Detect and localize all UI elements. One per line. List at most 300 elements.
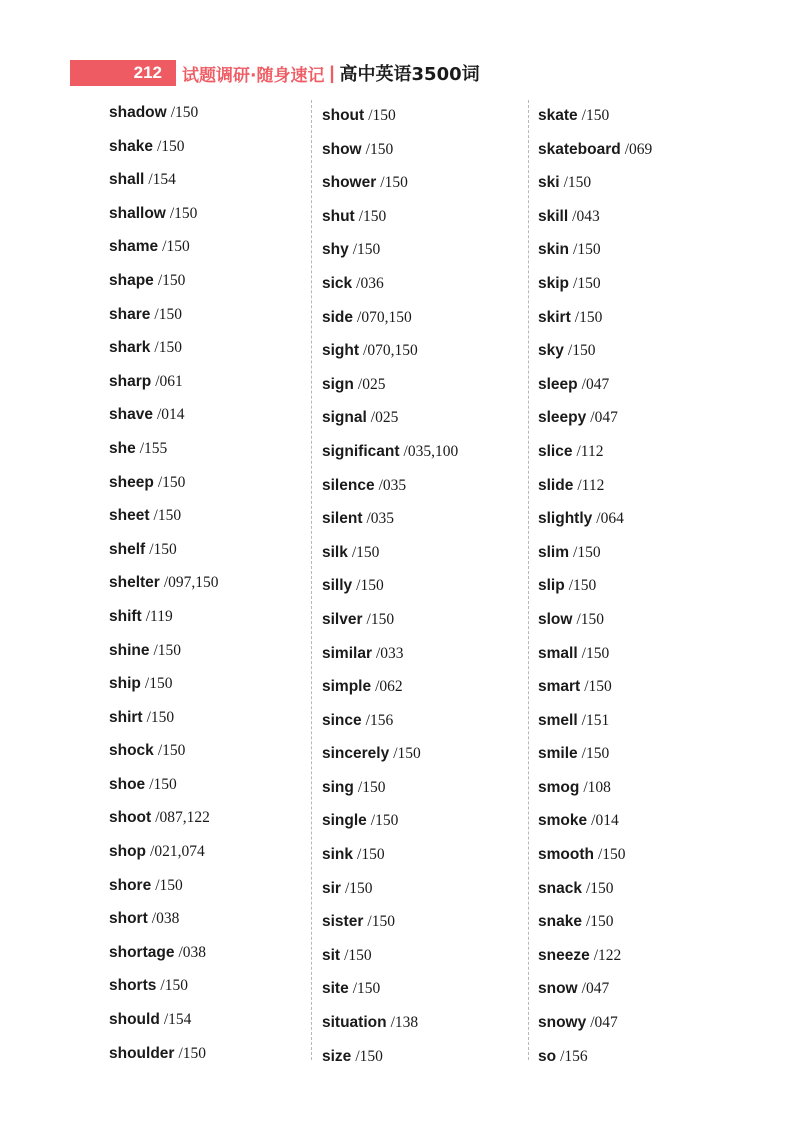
word-text: skateboard: [538, 140, 621, 158]
slash-separator: /: [366, 610, 371, 628]
word-entry: [109, 201, 309, 235]
slash-separator: /: [157, 473, 163, 491]
slash-separator: /: [560, 1047, 565, 1065]
word-text: she: [109, 439, 136, 457]
slash-separator: /: [568, 577, 574, 595]
slash-separator: /: [581, 711, 586, 729]
word-text: skirt: [538, 308, 571, 326]
page-reference: 150: [577, 241, 601, 259]
word-entry: [322, 305, 522, 339]
page-reference: 150: [357, 980, 381, 998]
slash-separator: /: [356, 577, 361, 595]
slash-separator: /: [149, 775, 154, 793]
word-text: shop: [109, 843, 147, 861]
slash-separator: /: [585, 879, 591, 897]
slash-separator: /: [567, 342, 573, 360]
slash-separator: /: [155, 372, 160, 390]
word-entry: [322, 607, 522, 641]
slash-separator: /: [378, 476, 383, 494]
word-text: significant: [322, 442, 400, 460]
slash-separator: /: [573, 241, 578, 259]
word-entry: [322, 473, 522, 507]
slash-separator: /: [581, 107, 586, 124]
slash-separator: /: [153, 641, 158, 659]
word-entry: [109, 671, 309, 705]
word-text: shall: [109, 171, 145, 189]
word-entry: [109, 402, 309, 436]
word-text: sky: [538, 342, 564, 360]
word-entry: [109, 738, 309, 772]
slash-separator: /: [358, 207, 364, 225]
slash-separator: /: [593, 946, 599, 964]
slash-separator: /: [375, 644, 381, 662]
page-reference: 097,150: [168, 574, 219, 592]
word-entry: [322, 842, 522, 876]
word-text: shoot: [109, 809, 152, 827]
word-text: shirt: [109, 708, 143, 726]
page-reference: 119: [150, 607, 173, 625]
page-reference: 150: [182, 1044, 207, 1062]
word-entry: [322, 976, 522, 1010]
word-text: shift: [109, 607, 142, 625]
word-entry: [109, 805, 309, 839]
word-entry: [322, 1010, 522, 1044]
page-reference: 156: [369, 711, 394, 729]
slash-separator: /: [583, 778, 588, 796]
word-text: since: [322, 711, 362, 729]
word-text: size: [322, 1047, 352, 1065]
word-entry: [109, 873, 309, 907]
slash-separator: /: [367, 913, 372, 931]
word-text: shout: [322, 107, 365, 124]
page-reference: 150: [585, 745, 610, 763]
word-text: shark: [109, 339, 151, 357]
word-entry: [109, 1007, 309, 1041]
slash-separator: /: [155, 809, 160, 827]
word-entry: [538, 372, 738, 406]
page-reference: 150: [585, 107, 610, 124]
page-reference: 150: [357, 241, 381, 259]
page-reference: 150: [162, 742, 186, 760]
slash-separator: /: [590, 409, 595, 427]
word-entry: [538, 674, 738, 708]
slash-separator: /: [157, 742, 163, 760]
word-entry: [538, 1044, 738, 1078]
word-text: sink: [322, 846, 354, 864]
word-text: snow: [538, 980, 578, 998]
word-entry: [109, 973, 309, 1007]
word-text: shy: [322, 241, 349, 259]
page-reference: 150: [602, 846, 626, 864]
word-text: skate: [538, 107, 578, 124]
page-reference: 025: [362, 375, 386, 393]
slash-separator: /: [163, 1011, 169, 1029]
word-entry: [109, 906, 309, 940]
page-reference: 150: [356, 543, 380, 561]
page-reference: 108: [587, 778, 611, 796]
word-text: shave: [109, 406, 153, 424]
slash-separator: /: [577, 476, 582, 494]
slash-separator: /: [574, 308, 580, 326]
page-reference: 122: [598, 946, 622, 964]
page-reference: 112: [580, 442, 604, 460]
word-text: shock: [109, 742, 154, 760]
slash-separator: /: [370, 409, 376, 427]
word-column-2: [322, 103, 522, 1077]
page-reference: 061: [159, 372, 183, 390]
slash-separator: /: [162, 238, 167, 256]
slash-separator: /: [581, 644, 586, 662]
slash-separator: /: [357, 308, 362, 326]
word-text: sleep: [538, 375, 578, 393]
word-entry: [322, 708, 522, 742]
word-text: shame: [109, 238, 159, 256]
slash-separator: /: [357, 846, 362, 864]
word-text: shake: [109, 137, 153, 155]
word-text: shallow: [109, 204, 166, 222]
word-text: shine: [109, 641, 150, 659]
word-text: silk: [322, 543, 348, 561]
word-entry: [538, 876, 738, 910]
word-text: skip: [538, 274, 570, 292]
page-reference: 038: [182, 943, 207, 961]
word-entry: [322, 271, 522, 305]
page-reference: 150: [369, 140, 394, 158]
page-reference: 087,122: [159, 809, 210, 827]
slash-separator: /: [344, 879, 350, 897]
word-text: slip: [538, 577, 565, 595]
word-entry: [538, 506, 738, 540]
word-text: should: [109, 1011, 160, 1029]
slash-separator: /: [366, 510, 371, 528]
header-separator: |: [329, 62, 335, 83]
slash-separator: /: [148, 171, 153, 189]
word-text: sharp: [109, 372, 152, 390]
word-text: sing: [322, 778, 354, 796]
page-reference: 150: [573, 577, 597, 595]
slash-separator: /: [351, 543, 357, 561]
word-text: shower: [322, 174, 377, 192]
word-entry: [538, 808, 738, 842]
word-entry: [538, 607, 738, 641]
word-text: sir: [322, 879, 341, 897]
slash-separator: /: [355, 1047, 360, 1065]
slash-separator: /: [576, 610, 581, 628]
slash-separator: /: [624, 140, 630, 158]
word-text: signal: [322, 409, 367, 427]
word-text: slightly: [538, 510, 593, 528]
page-reference: 033: [380, 644, 404, 662]
page-reference: 150: [349, 879, 373, 897]
word-column-1: [109, 100, 309, 1074]
slash-separator: /: [368, 107, 373, 124]
word-text: ship: [109, 675, 141, 693]
slash-separator: /: [581, 980, 586, 998]
word-entry: [322, 674, 522, 708]
word-entry: [109, 436, 309, 470]
page-reference: 070,150: [367, 342, 418, 360]
slash-separator: /: [357, 778, 363, 796]
word-text: silly: [322, 577, 353, 595]
slash-separator: /: [563, 174, 568, 192]
word-entry: [109, 537, 309, 571]
slash-separator: /: [365, 711, 370, 729]
page-reference: 150: [150, 708, 175, 726]
slash-separator: /: [365, 140, 370, 158]
word-entry: [538, 170, 738, 204]
page-reference: 150: [590, 913, 614, 931]
word-entry: [322, 506, 522, 540]
word-entry: [322, 338, 522, 372]
word-entry: [109, 335, 309, 369]
slash-separator: /: [403, 442, 408, 460]
word-entry: [538, 271, 738, 305]
page-reference: 150: [375, 812, 399, 830]
word-text: small: [538, 644, 578, 662]
slash-separator: /: [344, 946, 349, 964]
word-text: sheep: [109, 473, 154, 491]
page-reference: 150: [572, 342, 596, 360]
page-reference: 150: [577, 543, 601, 561]
word-entry: [322, 237, 522, 271]
word-entry: [109, 167, 309, 201]
page-reference: 047: [585, 980, 610, 998]
page-reference: 150: [590, 879, 614, 897]
word-text: snake: [538, 913, 582, 931]
word-entry: [322, 573, 522, 607]
slash-separator: /: [157, 271, 163, 289]
word-text: shoe: [109, 775, 146, 793]
word-entry: [538, 943, 738, 977]
word-text: so: [538, 1047, 557, 1065]
word-entry: [538, 976, 738, 1010]
word-entry: [109, 503, 309, 537]
slash-separator: /: [573, 274, 578, 292]
word-entry: [109, 470, 309, 504]
word-text: silver: [322, 610, 363, 628]
word-text: ski: [538, 174, 560, 192]
word-entry: [109, 100, 309, 134]
slash-separator: /: [581, 375, 586, 393]
word-entry: [322, 540, 522, 574]
page-reference: 047: [594, 1014, 618, 1032]
page-reference: 021,074: [154, 843, 205, 861]
page-reference: 150: [348, 946, 372, 964]
column-divider-1: [311, 100, 312, 1060]
slash-separator: /: [590, 1014, 595, 1032]
slash-separator: /: [153, 507, 158, 525]
page-reference: 150: [579, 308, 603, 326]
slash-separator: /: [144, 675, 150, 693]
slash-separator: /: [178, 1044, 183, 1062]
page-reference: 150: [361, 846, 385, 864]
page-reference: 150: [158, 305, 182, 323]
page-reference: 014: [161, 406, 185, 424]
slash-separator: /: [156, 137, 162, 155]
word-entry: [322, 909, 522, 943]
page-reference: 035: [382, 476, 407, 494]
word-text: shoulder: [109, 1044, 175, 1062]
page-reference: 150: [567, 174, 592, 192]
slash-separator: /: [357, 375, 363, 393]
page-reference: 151: [585, 711, 610, 729]
page-number: 212: [70, 60, 176, 86]
page-reference: 038: [156, 910, 180, 928]
page-reference: 150: [362, 778, 386, 796]
word-text: skin: [538, 241, 570, 259]
slash-separator: /: [393, 745, 398, 763]
slash-separator: /: [150, 843, 155, 861]
word-entry: [538, 305, 738, 339]
word-text: sight: [322, 342, 360, 360]
word-entry: [109, 369, 309, 403]
word-text: shut: [322, 207, 355, 225]
page-reference: 043: [576, 207, 600, 225]
page-reference: 047: [594, 409, 618, 427]
slash-separator: /: [596, 510, 601, 528]
word-text: sign: [322, 375, 354, 393]
word-entry: [109, 134, 309, 168]
word-text: shorts: [109, 977, 157, 995]
page-reference: 014: [595, 812, 619, 830]
column-divider-2: [528, 100, 529, 1060]
page-reference: 035,100: [407, 442, 459, 460]
word-entry: [109, 638, 309, 672]
slash-separator: /: [160, 977, 165, 995]
page-reference: 150: [157, 507, 182, 525]
slash-separator: /: [370, 812, 376, 830]
word-text: smog: [538, 778, 580, 796]
word-text: smile: [538, 745, 578, 763]
word-entry: [322, 439, 522, 473]
word-text: sister: [322, 913, 364, 931]
page-reference: 150: [153, 775, 177, 793]
page-reference: 035: [370, 510, 395, 528]
slash-separator: /: [597, 846, 603, 864]
word-entry: [538, 775, 738, 809]
slash-separator: /: [149, 540, 154, 558]
slash-separator: /: [356, 274, 361, 292]
slash-separator: /: [139, 439, 145, 457]
slash-separator: /: [390, 1014, 395, 1032]
slash-separator: /: [363, 342, 368, 360]
word-entry: [538, 137, 738, 171]
page-reference: 150: [360, 577, 384, 595]
page-reference: 150: [397, 745, 421, 763]
slash-separator: /: [145, 607, 151, 625]
slash-separator: /: [154, 339, 159, 357]
slash-separator: /: [146, 708, 151, 726]
word-entry: [109, 302, 309, 336]
slash-separator: /: [163, 574, 169, 592]
slash-separator: /: [585, 913, 591, 931]
page-reference: 154: [152, 171, 176, 189]
word-text: snack: [538, 879, 582, 897]
word-text: smart: [538, 678, 581, 696]
word-entry: [322, 1044, 522, 1078]
word-text: silence: [322, 476, 375, 494]
word-entry: [322, 405, 522, 439]
page-reference: 025: [375, 409, 399, 427]
page-reference: 150: [363, 207, 387, 225]
word-text: share: [109, 305, 151, 323]
word-text: skill: [538, 207, 569, 225]
word-text: similar: [322, 644, 372, 662]
page-reference: 112: [581, 476, 605, 494]
word-entry: [322, 943, 522, 977]
word-text: single: [322, 812, 367, 830]
slash-separator: /: [156, 406, 162, 424]
slash-separator: /: [584, 678, 589, 696]
word-entry: [322, 372, 522, 406]
word-entry: [538, 540, 738, 574]
page-reference: 150: [166, 238, 190, 256]
slash-separator: /: [352, 241, 358, 259]
slash-separator: /: [572, 207, 577, 225]
word-entry: [538, 1010, 738, 1044]
word-text: sneeze: [538, 946, 590, 964]
page-reference: 150: [359, 1047, 383, 1065]
word-text: shadow: [109, 104, 167, 121]
page-reference: 064: [600, 510, 624, 528]
page-reference: 062: [379, 678, 403, 696]
slash-separator: /: [151, 910, 157, 928]
word-entry: [538, 103, 738, 137]
word-entry: [109, 940, 309, 974]
word-entry: [322, 204, 522, 238]
page-reference: 150: [580, 610, 605, 628]
word-entry: [538, 708, 738, 742]
word-text: smell: [538, 711, 578, 729]
word-text: short: [109, 910, 148, 928]
slash-separator: /: [155, 876, 160, 894]
slash-separator: /: [375, 678, 380, 696]
page-reference: 150: [577, 274, 601, 292]
page-reference: 069: [629, 140, 653, 158]
word-text: silent: [322, 510, 363, 528]
word-entry: [109, 234, 309, 268]
word-text: site: [322, 980, 349, 998]
word-text: show: [322, 140, 362, 158]
word-entry: [538, 204, 738, 238]
page-reference: 150: [588, 678, 612, 696]
word-text: smoke: [538, 812, 588, 830]
word-entry: [109, 570, 309, 604]
page-reference: 070,150: [361, 308, 412, 326]
page-reference: 150: [372, 107, 396, 124]
word-text: shelf: [109, 540, 146, 558]
word-text: shelter: [109, 574, 160, 592]
page-reference: 155: [144, 439, 168, 457]
word-entry: [109, 839, 309, 873]
word-text: shore: [109, 876, 152, 894]
word-text: slide: [538, 476, 574, 494]
word-entry: [109, 1041, 309, 1075]
slash-separator: /: [352, 980, 358, 998]
slash-separator: /: [169, 204, 175, 222]
word-text: sit: [322, 946, 341, 964]
word-text: simple: [322, 678, 372, 696]
word-entry: [322, 170, 522, 204]
page-reference: 150: [157, 641, 182, 659]
word-column-3: [538, 103, 738, 1077]
slash-separator: /: [581, 745, 586, 763]
word-text: sheet: [109, 507, 150, 525]
word-entry: [109, 604, 309, 638]
word-text: slim: [538, 543, 570, 561]
page-reference: 150: [158, 339, 182, 357]
slash-separator: /: [170, 104, 176, 121]
